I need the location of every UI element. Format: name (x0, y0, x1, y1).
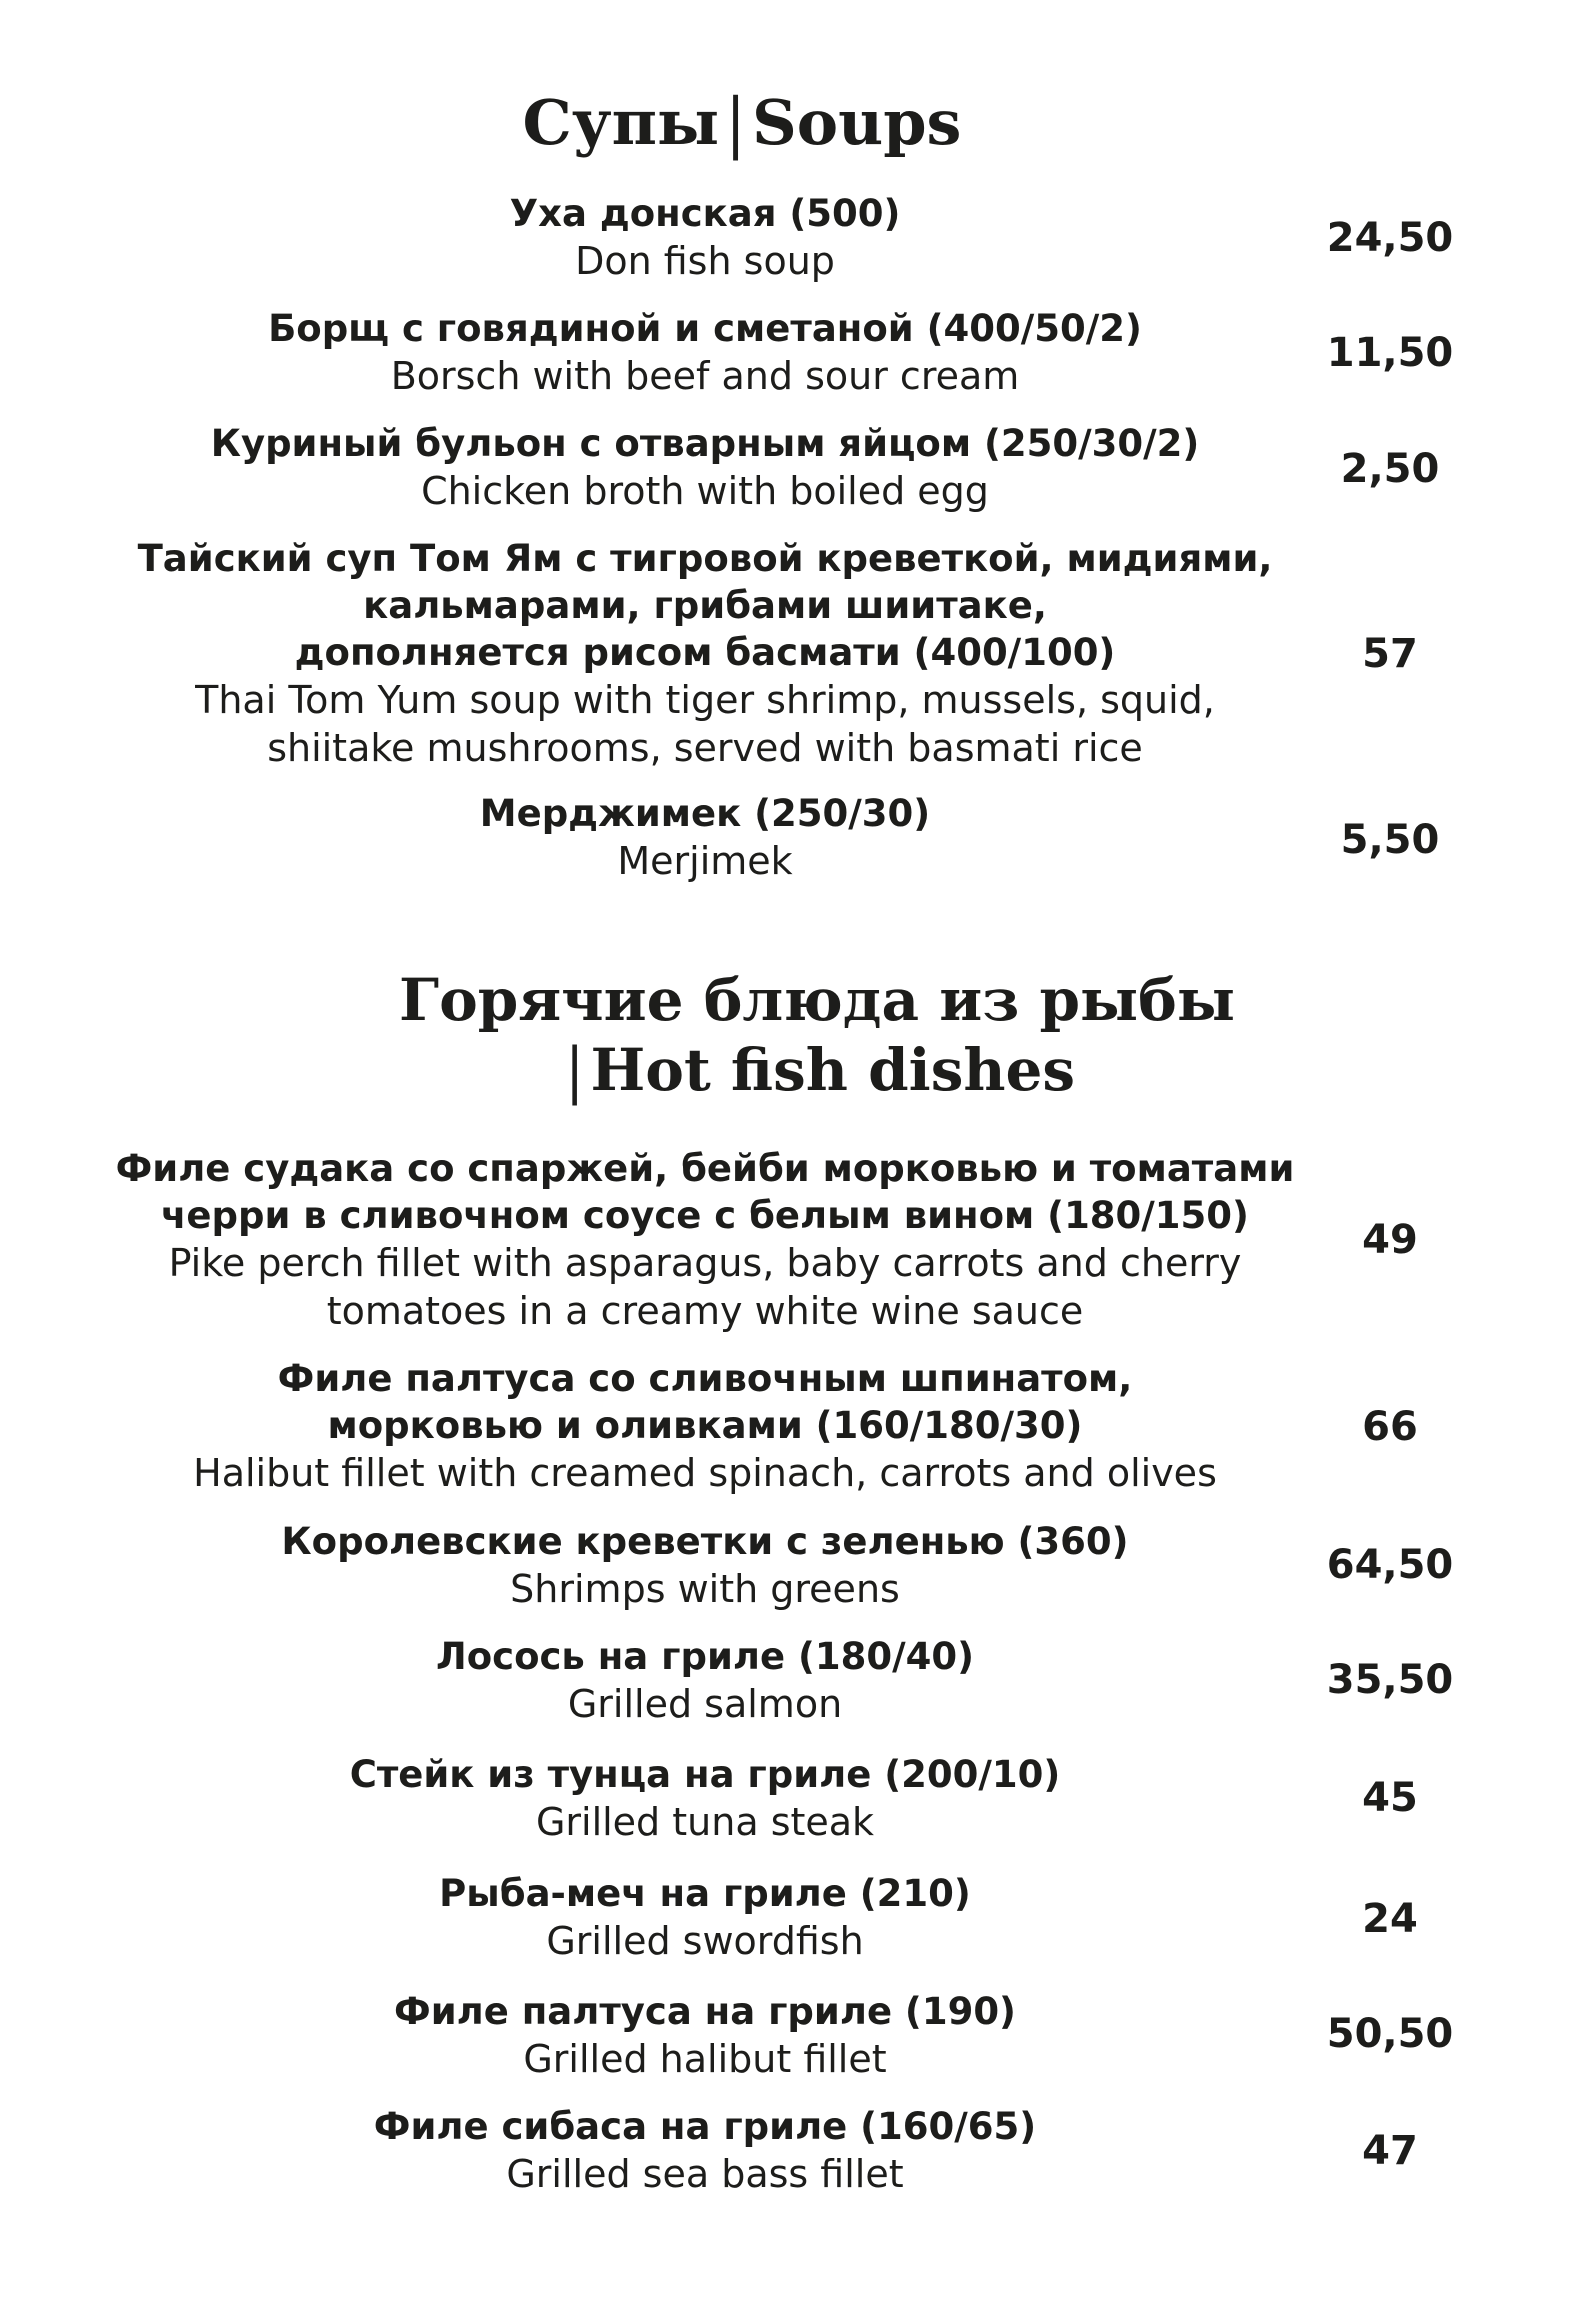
item-name-ru: Филе палтуса на гриле (190) (394, 1990, 1016, 2033)
item-name-ru: Уха донская (500) (509, 192, 901, 235)
item-name-en: Grilled swordfish (546, 1919, 864, 1963)
item-price: 49 (1362, 1217, 1418, 1263)
item-price: 57 (1362, 631, 1418, 677)
item-price: 45 (1362, 1775, 1418, 1821)
menu-item (100, 305, 1310, 400)
menu-item (100, 535, 1310, 772)
item-price: 11,50 (1326, 330, 1454, 376)
menu-item (100, 1633, 1310, 1728)
menu-item (100, 2103, 1310, 2198)
item-price: 64,50 (1326, 1542, 1454, 1588)
item-name-ru: морковью и оливками (160/180/30) (327, 1404, 1083, 1447)
item-name-ru: Филе судака со спаржей, бейби морковью и томатами (115, 1147, 1295, 1190)
item-name-ru: Мерджимек (250/30) (479, 792, 931, 835)
item-price: 2,50 (1340, 446, 1440, 492)
item-name-en: Pike perch fillet with asparagus, baby carrots and cherry (168, 1241, 1242, 1285)
item-name-en: Grilled salmon (567, 1682, 843, 1726)
menu-item (100, 790, 1310, 885)
menu-item (100, 190, 1310, 285)
menu-item (100, 1355, 1310, 1497)
fish-title-en: Hot fish dishes (590, 1036, 1076, 1104)
menu-item (100, 1145, 1310, 1335)
item-name-ru: черри в сливочном соусе с белым вином (180/150) (161, 1194, 1249, 1237)
item-price: 66 (1362, 1404, 1418, 1450)
fish-section-title (0, 965, 1594, 1105)
item-name-en: Don fish soup (575, 239, 835, 283)
menu-item (100, 1518, 1310, 1613)
item-name-ru: Куриный бульон с отварным яйцом (250/30/2) (210, 422, 1200, 465)
soups-title-en: Soups (752, 86, 962, 159)
item-name-ru: Тайский суп Том Ям с тигровой креветкой, мидиями, (137, 537, 1273, 580)
menu-item (100, 1751, 1310, 1846)
item-name-ru: кальмарами, грибами шиитаке, (363, 584, 1047, 627)
item-name-ru: Филе сибаса на гриле (160/65) (373, 2105, 1037, 2148)
item-name-en: Shrimps with greens (510, 1567, 900, 1611)
soups-section-title (0, 82, 1539, 164)
fish-title-ru: Горячие блюда из рыбы (399, 966, 1235, 1034)
item-name-en: Thai Tom Yum soup with tiger shrimp, mussels, squid, (195, 678, 1215, 722)
item-price: 5,50 (1340, 817, 1440, 863)
item-name-ru: дополняется рисом басмати (400/100) (294, 631, 1116, 674)
item-price: 35,50 (1326, 1657, 1454, 1703)
item-name-en: tomatoes in a creamy white wine sauce (326, 1289, 1084, 1333)
item-name-en: Borsch with beef and sour cream (390, 354, 1020, 398)
item-name-ru: Королевские креветки с зеленью (360) (281, 1520, 1129, 1563)
item-name-ru: Борщ с говядиной и сметаной (400/50/2) (268, 307, 1142, 350)
item-name-en: Merjimek (617, 839, 793, 883)
item-name-en: Halibut fillet with creamed spinach, carrots and olives (193, 1451, 1217, 1495)
item-price: 24 (1362, 1896, 1418, 1942)
item-name-ru: Стейк из тунца на гриле (200/10) (349, 1753, 1061, 1796)
item-name-ru: Рыба-меч на гриле (210) (439, 1872, 971, 1915)
item-price: 47 (1362, 2128, 1418, 2174)
item-name-ru: Лосось на гриле (180/40) (436, 1635, 974, 1678)
item-name-en: Grilled halibut fillet (523, 2037, 887, 2081)
title-separator: | (725, 84, 746, 161)
item-name-ru: Филе палтуса со сливочным шпинатом, (277, 1357, 1133, 1400)
item-name-en: Chicken broth with boiled egg (421, 469, 989, 513)
soups-title-ru: Супы (522, 86, 720, 159)
title-separator: | (564, 1034, 585, 1106)
menu-item (100, 420, 1310, 515)
item-name-en: shiitake mushrooms, served with basmati rice (267, 726, 1143, 770)
item-price: 50,50 (1326, 2011, 1454, 2057)
item-name-en: Grilled sea bass fillet (506, 2152, 904, 2196)
menu-item (100, 1988, 1310, 2083)
item-price: 24,50 (1326, 215, 1454, 261)
item-name-en: Grilled tuna steak (535, 1800, 875, 1844)
menu-item (100, 1870, 1310, 1965)
